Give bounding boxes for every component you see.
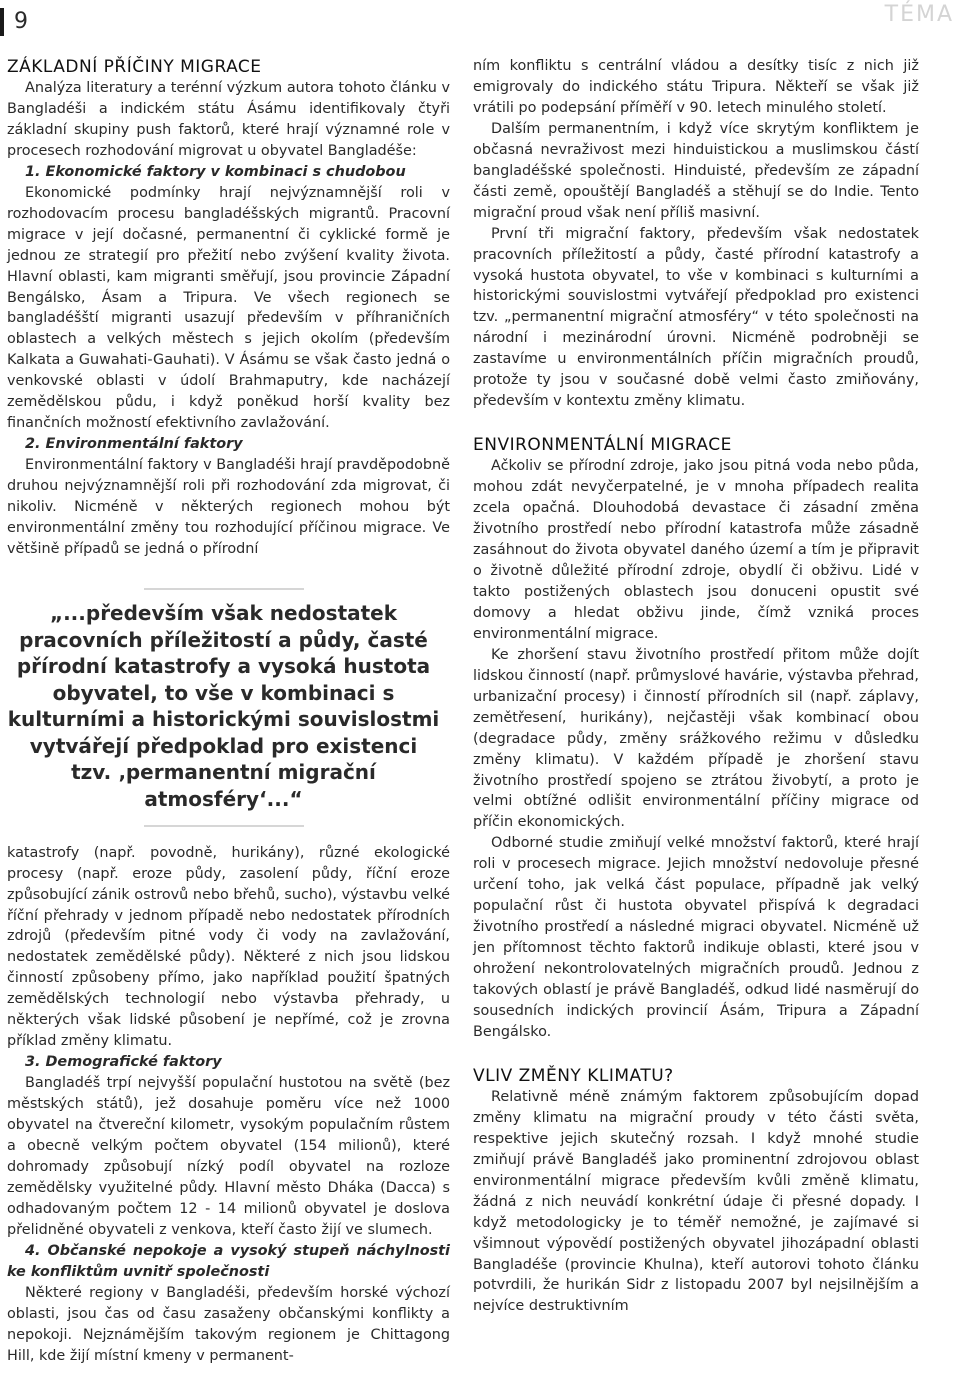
section-title-climate-change: VLIV ZMĚNY KLIMATU? bbox=[473, 1065, 674, 1086]
pull-quote-bottom-rule bbox=[144, 825, 304, 827]
paragraph-civil-unrest: Některé regiony v Bangladéši, především horské výchozí oblasti, jsou čas od času zasaženy občanskými konflikty a nepokoji. Nejznámějším takovým regionem je Chittagong Hill, kde žijí místní kmeny v permanent- bbox=[7, 1284, 450, 1364]
paragraph-economic: Ekonomické podmínky hrají nejvýznamnější roli v rozhodovacím procesu bangladéšských migrantů. Pracovní migrace v její dočasné, permanentní či cyklické formě je jednou ze strategií pro přežití nebo zvýšení kvality života. Hlavní oblasti, kam migranti směřují, jsou provincie Západní Bengálsko, Ásam a Tripura. Ve všech regionech se bangladéšští migranti usazují především v příhraničních oblastech a velkých městech s jejich okolím (především Kalkata a Guwahati-Gauhati). V Ásámu se však často jedná o venkovské oblasti v údolí Brahmaputry, kde nacházejí zemědělskou půdu, i když poněkud horší kvality bez finančních možností efektivního zavlažování. bbox=[7, 184, 450, 432]
pull-quote bbox=[7, 588, 440, 827]
paragraph-deterioration: Ke zhoršení stavu životního prostředí přitom může dojít lidskou činností (např. průmyslové havárie, výstavba přehrad, urbanizační procesy) i činností přírodních sil (např. záplavy, zemětřesení, hurikány), nejčastěji však kombinací obou (degradace půdy, změny srážkového režimu v důsledku změny klimatu). V každém případě je zhoršení stavu životního prostředí spojeno se ztrátou živobytí, a proto je velmi obtížné odlišit environmentální příčiny migrace od příčin ekonomických. bbox=[473, 646, 919, 831]
paragraph-migration-atmosphere: První tři migrační faktory, především však nedostatek pracovních příležitostí a půdy, časté přírodní katastrofy a vysoká hustota obyvatel, to vše v kombinaci s kulturními a historickými souvislostmi vytvářejí předpoklad pro existenci tzv. „permanentní migrační atmosféry“ v této společnosti na národní i mezinárodní úrovni. Nicméně podrobněji se zastavíme u environmentálních příčin migračních proudů, protože ty jsou v současné době velmi často zmiňovány, především v kontextu změny klimatu. bbox=[473, 225, 919, 410]
paragraph-demographic: Bangladéš trpí nejvyšší populační hustotou na světě (bez městských států), jež dosahuje poměru více než 1000 obyvatel na čtvereční kilometr, vysokým populačním růstem a obecně velkým počtem obyvatel (154 milionů), které dohromady způsobují nízký podíl obyvatel na rozloze zemědělsky využitelné půdy. Hlavní město Dháka (Dacca) s odhadovaným počtem 12 - 14 milionů obyvatel je doslova přelidněné obyvateli z venkova, kteří často žijí ve slumech. bbox=[7, 1075, 450, 1238]
paragraph-conflict-cont: ním konfliktu s centrální vládou a desítky tisíc z nich již emigrovaly do indického státu Tripura. Někteří se však již vrátili po podepsání příměří v 90. letech minulého století. bbox=[473, 58, 919, 116]
paragraph-environmental-cont: katastrofy (např. povodně, hurikány), různé ekologické procesy (např. eroze půdy, zasolení půdy, říční eroze způsobující zánik ostrovů nebo břehů, sucho), výstavbu velké říční přehrady v jednom případě nebo nedostatek přírodních zdrojů (především pitné vody či vody na zavlažování, nedostatek zemědělské půdy). Některé z nich jsou lidskou činností způsobeny přímo, jako například použití špatných zemědělských technologií nebo výstavba přehrady, u některých však lidské působení je nepřímé, což je zrovna příklad změny klimatu. bbox=[7, 844, 450, 1050]
subheading-demographic: 3. Demografické faktory bbox=[25, 1054, 222, 1071]
subheading-economic: 1. Ekonomické faktory v kombinaci s chudobou bbox=[25, 163, 406, 180]
paragraph-hindu-muslim: Dalším permanentním, i když více skrytým konfliktem je občasná nevraživost mezi hinduistickou a muslimskou částí bangladéšské společnosti. Hinduisté, především ze západní části země, opouštějí Bangladéš a stěhují se do Indie. Tento migrační proud však není příliš masivní. bbox=[473, 120, 919, 221]
page-number-bar bbox=[0, 8, 4, 36]
subheading-civil-unrest: 4. Občanské nepokoje a vysoký stupeň náchylnosti ke konfliktům uvnitř společnosti bbox=[7, 1242, 450, 1280]
paragraph-climate: Relativně méně známým faktorem způsobujícím dopad změny klimatu na migrační proudy v této části světa, respektive jejich skutečný rozsah. I když mnohé studie zmiňují právě Bangladéš jako prominentní zdrojovou oblast environmentální migrace především kvůli změně klimatu, žádná z nich neuvádí konkrétní údaje či přesné dopady. I když metodologicky je to téměř nemožné, je zajímavé si všimnout výpovědí postižených obyvatel jihozápadní oblasti Bangladéše (provincie Khulna), kteří autorovi tohoto článku potvrdili, že hurikán Sidr z listopadu 2007 byl nejsilnějším a nejvíce destruktivním bbox=[473, 1088, 919, 1315]
section-tag: TÉMA bbox=[884, 2, 954, 27]
left-column bbox=[7, 56, 450, 1367]
intro-paragraph: Analýza literatury a terénní výzkum autora tohoto článku v Bangladéši a indickém státu Ásámu identifikovaly čtyři základní skupiny push faktorů, které hrají významné role v procesech rozhodování migrovat u obyvatel Bangladéše: bbox=[7, 80, 450, 159]
right-column bbox=[473, 56, 919, 1317]
section-title-environmental-migration: ENVIRONMENTÁLNÍ MIGRACE bbox=[473, 435, 732, 456]
subheading-environmental: 2. Environmentální faktory bbox=[25, 436, 243, 453]
section-title-causes: ZÁKLADNÍ PŘÍČINY MIGRACE bbox=[7, 57, 262, 77]
pull-quote-text: „...především však nedostatek pracovních příležitostí a půdy, časté přírodní katastrofy a vysoká hustota obyvatel, to vše v kombinaci s kulturními a historickými souvislostmi vytvářejí předpoklad pro existenci tzv. ‚permanentní migrační atmosféry‘...“ bbox=[7, 600, 440, 812]
paragraph-environmental: Environmentální faktory v Bangladéši hrají pravděpodobně druhou nejvýznamnější roli při rozhodování zda migrovat, či nikoliv. Nicméně v některých regionech mohou být environmentální změny tou rozhodující příčinou migrace. Ve většině případů se jedná o přírodní bbox=[7, 457, 450, 557]
paragraph-natural-resources: Ačkoliv se přírodní zdroje, jako jsou pitná voda nebo půda, mohou zdát nevyčerpatelné, je v mnoha případech realita zcela opačná. Dlouhodobá devastace či zásadní změna životního prostředí nebo přírodní katastrofa může zásadně zasáhnout do života obyvatel daného území a tím je připravit o životně důležité přírodní zdroje, obydlí či obživu. Lidé v takto postižených oblastech jsou donuceni opustit své domovy a hledat obživu jinde, čímž vzniká proces environmentální migrace. bbox=[473, 458, 919, 642]
page-number: 9 bbox=[14, 9, 28, 34]
paragraph-studies: Odborné studie zmiňují velké množství faktorů, které hrají roli v procesech migrace. Jejich množství nedovoluje přesné určení toho, jak velká část populace, případně jak velký populační růst či hustota obyvatel přispívá k degradaci životního prostředí a následné migraci obyvatel. Nicméně už jen přítomnost těchto faktorů indikuje oblasti, které jsou v ohrožení nekontrolovatelných migračních proudů. Jednou z takových oblastí je právě Bangladéš, odkud lidé nasměrují do sousedních indických provincií Ásám, Tripura a Západní Bengálsko. bbox=[473, 835, 919, 1040]
